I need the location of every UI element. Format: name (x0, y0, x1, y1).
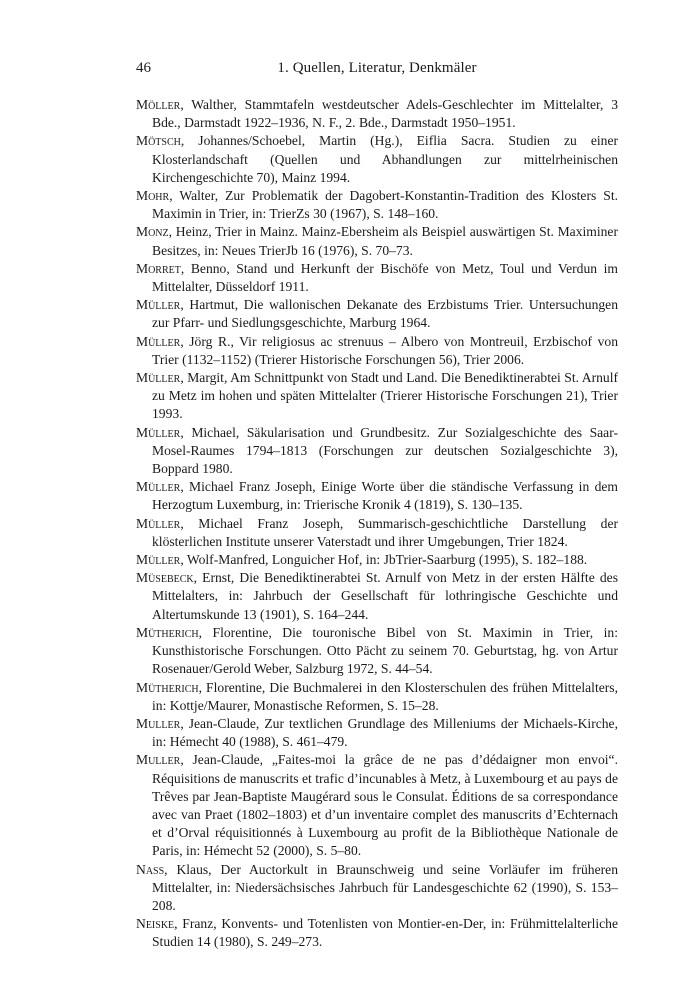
entry-author: Müller (136, 424, 181, 440)
page-number: 46 (136, 60, 151, 76)
entry-author: Mötsch (136, 133, 181, 149)
entry-author: Neiske (136, 916, 175, 932)
bibliography-entry (136, 751, 618, 860)
bibliography-list (136, 96, 618, 952)
entry-author: Muller (136, 715, 181, 731)
entry-author: Morret (136, 260, 181, 276)
bibliography-entry (136, 132, 618, 187)
bibliography-entry (136, 569, 618, 624)
entry-text: , Jörg R., Vir religiosus ac strenuus – Albero von Montreuil, Erzbischof von Trier (1132–1152) (Trierer Historische Forschungen 56), Trier 2006. (152, 333, 618, 367)
entry-text: , Jean-Claude, Zur textlichen Grundlage des Milleniums der Michaels-Kirche, in: Hémecht 40 (1988), S. 461–479. (152, 715, 618, 750)
bibliography-entry (136, 515, 618, 551)
entry-author: Mohr (136, 188, 170, 204)
entry-text: , Walter, Zur Problematik der Dagobert-Konstantin-Tradition des Klosters St. Maximin in Trier, in: TrierZs 30 (1967), S. 148–160. (152, 188, 618, 222)
entry-author: Monz (136, 224, 169, 240)
entry-text: , Florentine, Die Buchmalerei in den Klosterschulen des frühen Mittelalters, in: Kottje/Maurer, Monastische Reformen, S. 15–28. (152, 679, 618, 713)
bibliography-entry (136, 715, 618, 751)
entry-author: Müller (136, 479, 181, 495)
entry-author: Nass (136, 861, 165, 877)
entry-text: , Walther, Stammtafeln westdeutscher Adels-Geschlechter im Mittelalter, 3 Bde., Darmstadt 1922–1936, N. F., 2. Bde., Darmstadt 1950–1951. (152, 97, 618, 131)
bibliography-entry (136, 187, 618, 223)
entry-author: Müsebeck (136, 570, 194, 586)
entry-text: , Heinz, Trier in Mainz. Mainz-Ebersheim als Beispiel auswärtigen St. Maximiner Besitzes, in: Neues TrierJb 16 (1976), S. 70–73. (152, 224, 618, 258)
entry-text: , Michael, Säkularisation und Grundbesitz. Zur Sozialgeschichte des Saar-Mosel-Raumes 1794–1813 (Forschungen zur deutschen Sozialgeschichte 3), Boppard 1980. (152, 424, 618, 477)
bibliography-entry (136, 223, 618, 259)
page-header (136, 60, 618, 82)
bibliography-entry (136, 296, 618, 332)
entry-text: , Benno, Stand und Herkunft der Bischöfe von Metz, Toul und Verdun im Mittelalter, Düsseldorf 1911. (152, 260, 618, 295)
entry-author: Müller (136, 297, 181, 313)
entry-author: Müller (136, 552, 181, 568)
entry-text: , Ernst, Die Benediktinerabtei St. Arnulf von Metz in der ersten Hälfte des Mittelalters, in: Jahrbuch der Gesellschaft für lothringische Geschichte und Altertumskunde 13 (1901), S. 164–244. (152, 570, 618, 622)
entry-author: Möller (136, 97, 181, 112)
entry-text: , Florentine, Die touronische Bibel von St. Maximin in Trier, in: Kunsthistorische Forschungen. Otto Pächt zu seinem 70. Geburtstag, hg. von Artur Rosenauer/Gerold Weber, Salzburg 1972, S. 44–54. (152, 624, 618, 677)
bibliography-entry (136, 96, 618, 132)
bibliography-entry (136, 478, 618, 514)
entry-text: , Johannes/Schoebel, Martin (Hg.), Eiflia Sacra. Studien zu einer Klosterlandschaft (Quellen und Abhandlungen zur mittelrheinischen Kirchengeschichte 70), Mainz 1994. (152, 133, 618, 185)
entry-text: , Jean-Claude, „Faites-moi la grâce de ne pas d’dédaigner mon envoi“. Réquisitions de manuscrits et trafic d’incunables à Metz, à Luxembourg et au pays de Trêves par Jean-Baptiste Maugérard sous le Consulat. Éditions de sa correspondance avec van Praet (1802–1803) et d’un inventaire complet des manuscrits d’Echternach et d’Orval réquisitionnés à Luxembourg au profit de la Bibliothèque Nationale de Paris, in: Hémecht 52 (2000), S. 5–80. (152, 752, 618, 859)
bibliography-entry (136, 333, 618, 369)
entry-text: , Hartmut, Die wallonischen Dekanate des Erzbistums Trier. Untersuchungen zur Pfarr- und Siedlungsgeschichte, Marburg 1964. (152, 297, 618, 331)
entry-text: , Wolf-Manfred, Longuicher Hof, in: JbTrier-Saarburg (1995), S. 182–188. (180, 552, 588, 568)
entry-author: Mütherich (136, 679, 199, 695)
bibliography-entry (136, 915, 618, 951)
bibliography-entry (136, 551, 618, 569)
running-head: 1. Quellen, Literatur, Denkmäler (277, 60, 477, 76)
bibliography-entry (136, 260, 618, 296)
entry-author: Müller (136, 370, 181, 386)
entry-author: Muller (136, 752, 181, 768)
entry-text: , Michael Franz Joseph, Summarisch-geschichtliche Darstellung der klösterlichen Institute unserer Vaterstadt und ihrer Umgebungen, Trier 1824. (152, 515, 618, 549)
entry-text: , Margit, Am Schnittpunkt von Stadt und Land. Die Benediktinerabtei St. Arnulf zu Metz im hohen und späten Mittelalter (Trierer Historische Forschungen 21), Trier 1993. (152, 370, 618, 422)
entry-text: , Michael Franz Joseph, Einige Worte über die ständische Verfassung in dem Herzogtum Luxemburg, in: Trierische Kronik 4 (1819), S. 130–135. (152, 479, 618, 513)
bibliography-entry (136, 624, 618, 679)
entry-text: , Franz, Konvents- und Totenlisten von Montier-en-Der, in: Frühmittelalterliche Studien 14 (1980), S. 249–273. (152, 916, 618, 950)
bibliography-entry (136, 861, 618, 916)
entry-author: Mütherich (136, 624, 199, 640)
bibliography-entry (136, 679, 618, 715)
bibliography-entry (136, 424, 618, 479)
entry-author: Müller (136, 333, 181, 349)
entry-author: Müller (136, 515, 181, 531)
bibliography-entry (136, 369, 618, 424)
entry-text: , Klaus, Der Auctorkult in Braunschweig und seine Vorläufer im früheren Mittelalter, in: Niedersächsisches Jahrbuch für Landesgeschichte 62 (1990), S. 153–208. (152, 861, 618, 913)
